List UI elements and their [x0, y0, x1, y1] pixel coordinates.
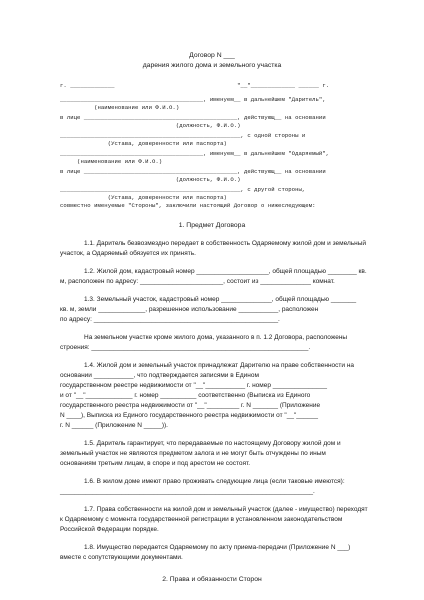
clause-1-4: основании ___________, что подтверждается записями в Едином: [60, 372, 259, 379]
clause-1-3: 1.3. Земельный участок, кадастровый номер ______________, общей площадью _______: [84, 296, 357, 303]
clause-1-6: 1.6. В жилом доме имеют право проживать следующие лица (если таковые имеются):: [84, 478, 345, 485]
preamble-line: г. _____________ "__"_____________ ______ г.: [60, 82, 330, 89]
document-subtitle: дарения жилого дома и земельного участка: [142, 62, 282, 69]
clause-1-8: 1.8. Имущество передается Одаряемому по акту приема-передачи (Приложение N ___): [84, 544, 351, 551]
preamble-caption: (Устава, доверенности или паспорта): [60, 140, 227, 147]
clause-1-1: 1.1. Даритель безвозмездно передает в собственность Одаряемому жилой дом и земельный: [84, 240, 367, 247]
clause-1-4: г. N ______ (Приложение N _____)).: [60, 422, 168, 429]
preamble-line: в лице _____________________________________________, действующ__ на основании: [60, 114, 326, 121]
clause-structures: На земельном участке кроме жилого дома, указанного в п. 1.2 Договора, расположены: [84, 334, 348, 341]
preamble-caption: (должность, Ф.И.О.): [60, 122, 241, 129]
clause-1-5: 1.5. Даритель гарантирует, что передаваемые по настоящему Договору жилой дом и: [84, 440, 341, 447]
preamble-line: в лице _____________________________________________, действующ__ на основании: [60, 168, 326, 175]
clause-1-2: 1.2. Жилой дом, кадастровый номер ____________________, общей площадью ________ кв.: [84, 268, 367, 275]
preamble-caption: (должность, Ф.И.О.): [60, 176, 241, 183]
clause-1-7: Российской Федерации порядке.: [60, 526, 159, 533]
preamble-line: совместно именуемые "Стороны", заключили настоящий Договор о нижеследующем:: [60, 202, 316, 209]
section-1-title: 1. Предмет Договора: [178, 222, 246, 229]
clause-1-4: N ____), Выписка из Единого государственного реестра недвижимости от "__"______: [60, 412, 318, 419]
preamble-line: _____________________________________________________, с другой стороны,: [60, 186, 306, 193]
clause-1-7: к Одаряемому с момента государственной регистрации в установленном законодательством: [60, 516, 343, 523]
clause-1-4: государственном реестре недвижимости от "__"___________ г. номер _______________: [60, 382, 328, 389]
clause-1-3: по адресу: ___________________________________________________.: [60, 316, 280, 323]
clause-1-5: основаниям третьим лицам, в споре и под арестом не состоят.: [60, 460, 251, 467]
clause-1-8: вместе с сопутствующими документами.: [60, 554, 183, 561]
preamble-caption: (Устава, доверенности или паспорта): [60, 194, 227, 201]
section-2-title: 2. Права и обязанности Сторон: [162, 576, 262, 583]
clause-1-4: и от "__"_____________ г. номер __________ соответственно (Выписка из Единого: [60, 392, 311, 399]
preamble-caption: (наименование или Ф.И.О.): [60, 158, 163, 165]
clause-1-6: ______________________________________________________________________.: [60, 488, 315, 495]
preamble-line: __________________________________________, именуем__ в дальнейшем "Одаряемый",: [60, 150, 330, 157]
clause-structures: строения: ____________________________________________________________.: [60, 344, 311, 351]
preamble-line: _____________________________________________________, с одной стороны и: [60, 132, 306, 139]
clause-1-4: государственного реестра недвижимости от "__"_________ г. N _______ (Приложение: [60, 402, 321, 409]
preamble-line: __________________________________________, именуем__ в дальнейшем "Даритель",: [60, 96, 326, 103]
clause-1-1: участок, а Одаряемый обязуется их принять.: [60, 250, 196, 257]
clause-1-2: м, расположен по адресу: _______________________, состоит из ______________ комнат.: [60, 278, 335, 285]
document-title: Договор N ___: [189, 52, 235, 59]
clause-1-5: земельный участок не являются предметом залога и не могут быть отчуждены по иным: [60, 450, 326, 457]
preamble-caption: (наименование или Ф.И.О.): [60, 104, 180, 111]
clause-1-4: 1.4. Жилой дом и земельный участок принадлежат Дарителю на праве собственности на: [84, 362, 355, 369]
clause-1-3: кв. м, земли _____________, разрешенное использование ___________, расположен: [60, 306, 319, 313]
clause-1-7: 1.7. Права собственности на жилой дом и земельный участок (далее - имущество) переходят: [84, 506, 368, 513]
